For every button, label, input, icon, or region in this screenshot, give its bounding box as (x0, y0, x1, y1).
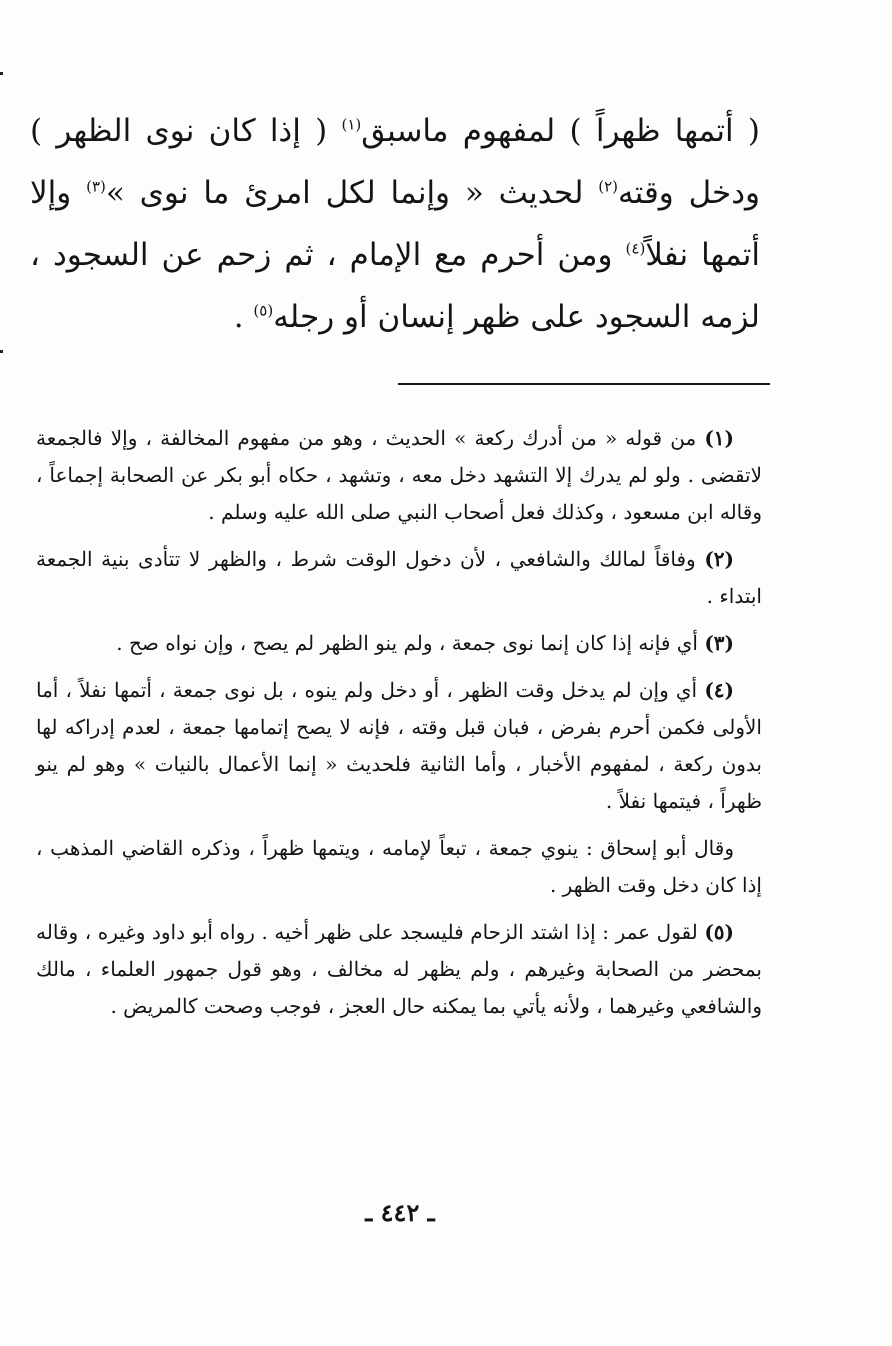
footnote-number: (١) (704, 426, 734, 450)
footnote-4 (36, 672, 762, 820)
footnote-number: (٥) (704, 920, 735, 944)
footnote-reference: (٣) (86, 177, 106, 196)
footnote-5 (36, 914, 762, 1025)
footnote-text: أي وإن لم يدخل وقت الظهر ، أو دخل ولم ينوه ، بل نوى جمعة ، أتمها نفلاً ، أما الأولى فكمن أحرم بفرض ، فبان قبل وقته ، فإنه لا يصح إتمامها جمعة ، لعدم إدراكه لها بدون ركعة ، لمفهوم الأخبار ، وأما الثانية فلحديث « إنما الأعمال بالنيات » وهو لم ينو ظهراً ، فيتمها نفلاً . (36, 678, 762, 813)
footnote-text: من قوله « من أدرك ركعة » الحديث ، وهو من مفهوم المخالفة ، وإلا فالجمعة لاتقضى . ولو لم يدرك إلا التشهد دخل معه ، وتشهد ، حكاه أبو بكر عن الصحابة إجماعاً ، وقاله ابن مسعود ، وكذلك فعل أصحاب النبي صلى الله عليه وسلم . (36, 426, 762, 524)
footnote-reference: (٤) (625, 239, 646, 258)
footnote-text: وقال أبو إسحاق : ينوي جمعة ، تبعاً لإمامه ، ويتمها ظهراً ، وذكره القاضي المذهب ، إذا كان دخل وقت الظهر . (36, 836, 762, 897)
main-paragraph (30, 100, 760, 348)
main-text-part: ( أتمها ظهراً ) لمفهوم ماسبق (361, 113, 760, 149)
main-text-part: وإلا أتمها نفلاً (30, 175, 760, 273)
margin-mark (0, 72, 3, 75)
footnotes (36, 420, 762, 1035)
footnote-text: وفاقاً لمالك والشافعي ، لأن دخول الوقت شرط ، والظهر لا تتأدى بنية الجمعة ابتداء . (36, 547, 762, 608)
footnote-reference: (٥) (253, 301, 274, 320)
footnote-reference: (١) (341, 115, 362, 134)
footnote-2 (36, 541, 762, 615)
footnote-1 (36, 420, 762, 531)
main-text-part: . (233, 299, 244, 335)
main-text (30, 100, 760, 348)
main-text-part: ومن أحرم مع الإمام ، ثم زحم عن السجود ، لزمه السجود على ظهر إنسان أو رجله (30, 237, 760, 335)
footnote-reference: (٢) (598, 177, 618, 196)
main-text-part: ( إذا كان نوى الظهر ) ودخل وقته (30, 113, 760, 211)
main-text-part: لحديث « وإنما لكل امرئ ما نوى » (105, 175, 584, 211)
footnote-3 (36, 625, 762, 662)
footnote-number: (٣) (704, 631, 734, 655)
footnote-4-continued (36, 830, 762, 904)
footnote-separator (398, 383, 770, 385)
footnote-number: (٢) (704, 547, 735, 571)
footnote-text: لقول عمر : إذا اشتد الزحام فليسجد على ظهر أخيه . رواه أبو داود وغيره ، وقاله بمحضر من الصحابة وغيرهم ، ولم يظهر له مخالف ، وهو قول جمهور العلماء ، مالك والشافعي وغيرهما ، ولأنه يأتي بما يمكنه حال العجز ، فوجب وصحت كالمريض . (36, 920, 762, 1018)
margin-mark (0, 350, 3, 353)
footnote-number: (٤) (704, 678, 734, 702)
footnote-text: أي فإنه إذا كان إنما نوى جمعة ، ولم ينو الظهر لم يصح ، وإن نواه صح . (116, 631, 698, 655)
page-number: ـ ٤٤٢ ـ (365, 1198, 435, 1227)
